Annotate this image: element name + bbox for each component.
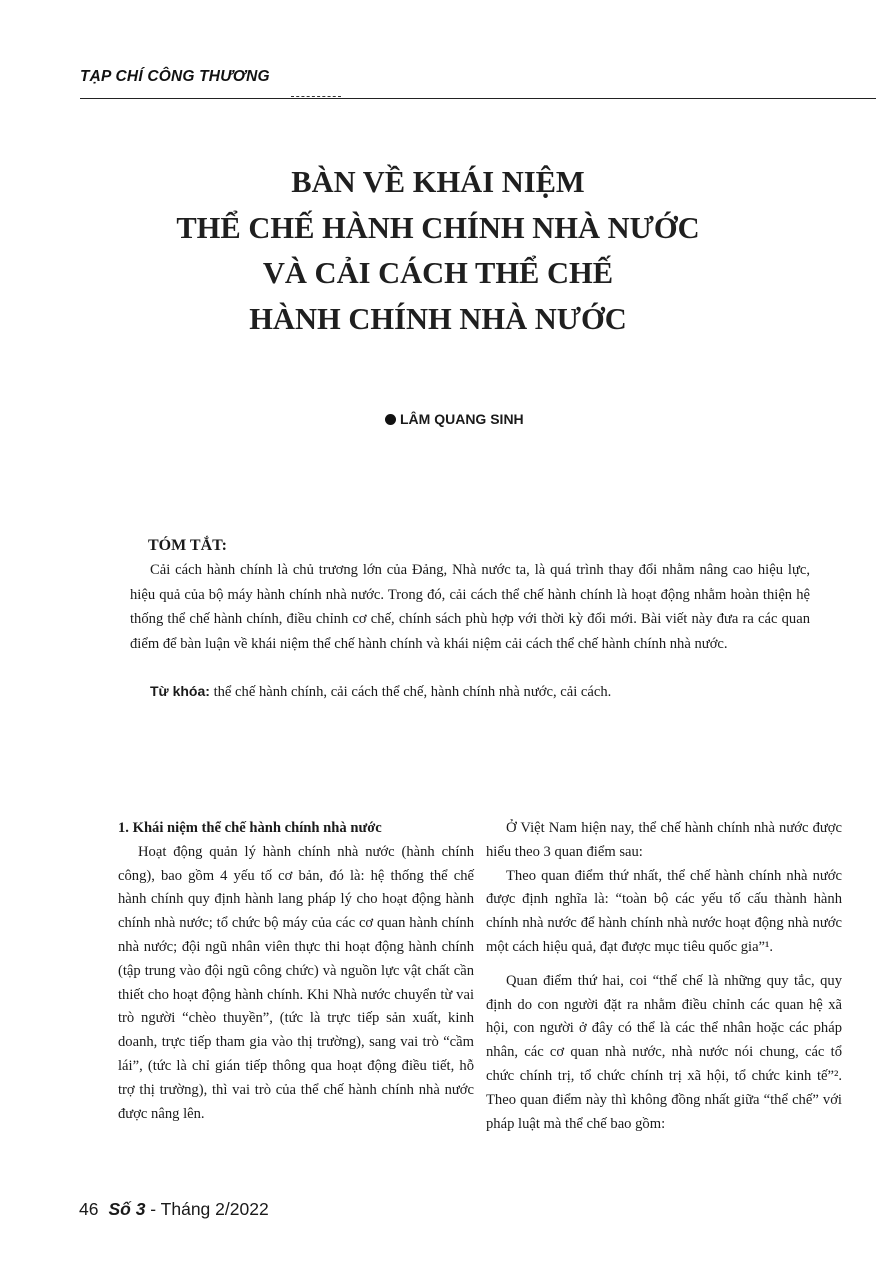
body-column-right [486, 817, 842, 1136]
body-paragraph-3: Theo quan điểm thứ nhất, thể chế hành chính nhà nước được định nghĩa là: “toàn bộ các yếu tố cấu thành hành chính nhà nước để hành chính nhà nước hoạt động nhà nước một cách hiệu quả, đạt được mục tiêu quốc gia”¹. [486, 867, 842, 955]
title-line-4: HÀNH CHÍNH NHÀ NƯỚC [249, 301, 627, 336]
title-line-1: BÀN VỀ KHÁI NIỆM [291, 165, 585, 199]
body-paragraph-1: Hoạt động quản lý hành chính nhà nước (hành chính công), bao gồm 4 yếu tố cơ bản, đó là: hệ thống thể chế hành chính quy định hành lang pháp lý cho hoạt động hành chính nhà nước; tổ chức bộ máy của các cơ quan hành chính nhà nước; đội ngũ nhân viên thực thi hoạt động hành chính (tập trung vào đội ngũ công chức) và nguồn lực vật chất cần thiết cho hoạt động hành chính. Khi Nhà nước chuyển từ vai trò người “chèo thuyền”, (tức là trực tiếp sản xuất, kinh doanh, trực tiếp tham gia vào thị trường), sang vai trò “cầm lái”, (tức là chỉ gián tiếp thông qua hoạt động điều tiết, hỗ trợ thị trường), thì vai trò của thể chế hành chính nhà nước được nâng lên. [118, 843, 474, 1122]
title-line-3: VÀ CẢI CÁCH THỂ CHẾ [262, 256, 614, 290]
journal-header: TẠP CHÍ CÔNG THƯƠNG [80, 68, 270, 85]
issue-label: Số 3 [108, 1199, 146, 1219]
abstract-heading: TÓM TẮT: [148, 537, 227, 554]
section-heading: 1. Khái niệm thể chế hành chính nhà nước [118, 820, 382, 836]
author-byline [385, 411, 524, 427]
keywords-label: Từ khóa: [150, 683, 210, 699]
page-number: 46 [79, 1199, 99, 1219]
abstract-text: Cải cách hành chính là chủ trương lớn của Đảng, Nhà nước ta, là quá trình thay đổi nhằm nâng cao hiệu lực, hiệu quả của bộ máy hành chính nhà nước. Trong đó, cải cách thể chế hành chính là hoạt động nhằm hoàn thiện hệ thống thể chế hành chính, điều chỉnh cơ chế, chính sách phù hợp với thời kỳ đổi mới. Bài viết này đưa ra các quan điểm để bàn luận về khái niệm thể chế hành chính và khái niệm cải cách thể chế hành chính nhà nước. [130, 562, 810, 652]
page-footer [79, 1199, 269, 1220]
keywords [150, 680, 810, 703]
header-rule [80, 98, 876, 99]
author-name: LÂM QUANG SINH [400, 411, 524, 427]
body-paragraph-4: Quan điểm thứ hai, coi “thể chế là những quy tắc, quy định do con người đặt ra nhằm điều chỉnh các quan hệ xã hội, con người ở đây có thể là các thể nhân hoặc các pháp nhân, các cơ quan nhà nước, nhà nước nói chung, các tổ chức chính trị, tổ chức chính trị xã hội, tổ chức kinh tế”². Theo quan điểm này thì không đồng nhất giữa “thể chế” với pháp luật mà thể chế bao gồm: [486, 972, 842, 1132]
body-column-left [118, 817, 474, 1126]
bullet-icon [385, 414, 396, 425]
keywords-text: thể chế hành chính, cải cách thể chế, hành chính nhà nước, cải cách. [213, 684, 612, 700]
header-dots-decoration [291, 96, 341, 97]
body-paragraph-2: Ở Việt Nam hiện nay, thể chế hành chính nhà nước được hiểu theo 3 quan điểm sau: [486, 820, 842, 860]
article-title [0, 160, 876, 342]
title-line-2: THỂ CHẾ HÀNH CHÍNH NHÀ NƯỚC [176, 210, 700, 245]
issue-date: - Tháng 2/2022 [145, 1199, 269, 1219]
